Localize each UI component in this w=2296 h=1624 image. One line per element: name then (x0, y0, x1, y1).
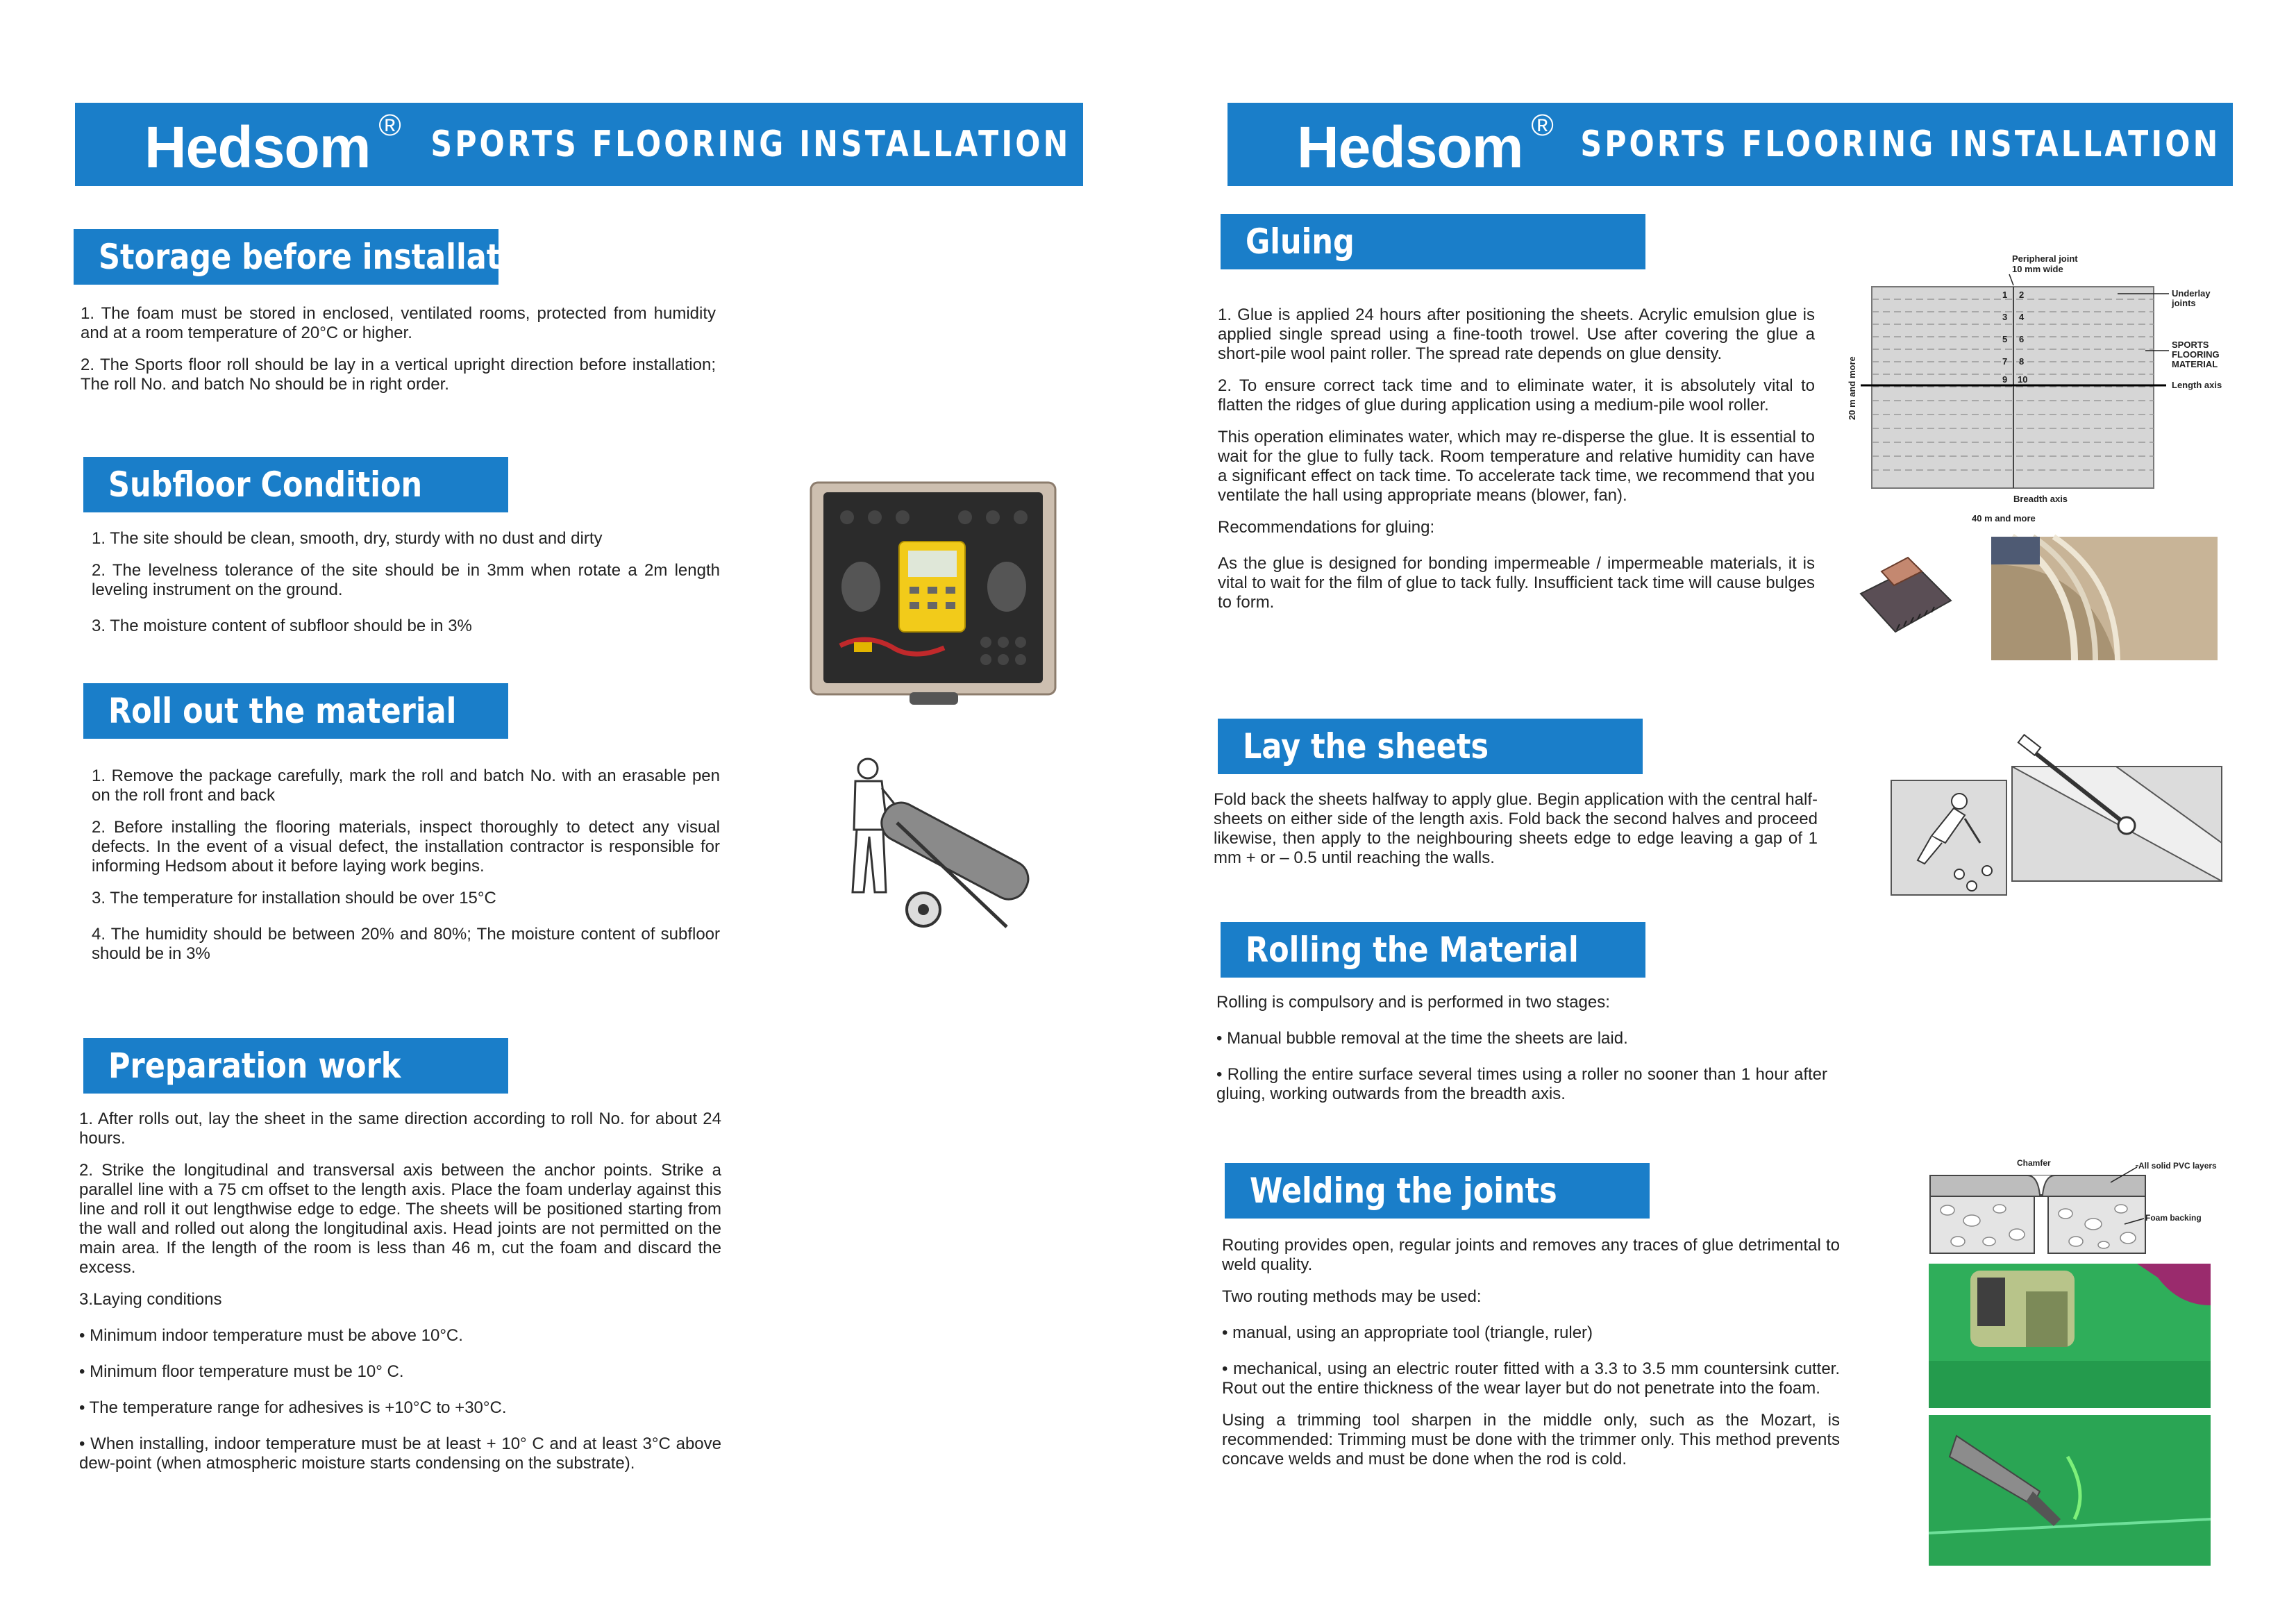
welding-p2: Two routing methods may be used: (1222, 1287, 1482, 1306)
section-welding-heading: Welding the joints (1225, 1163, 1650, 1219)
preparation-b4: • When installing, indoor temperature must be at least + 10° C and at least 3°C above dew-point (when atmospheric moisture starts condensing on the substrate). (79, 1434, 721, 1473)
moisture-meter-case-image (805, 476, 1062, 708)
section-storage-heading: Storage before installation (74, 229, 498, 285)
section-preparation-heading: Preparation work (83, 1038, 508, 1094)
roller-pressing-illustration (2012, 739, 2224, 885)
preparation-b1: • Minimum indoor temperature must be above 10°C. (79, 1326, 463, 1345)
preparation-b2: • Minimum floor temperature must be 10° C. (79, 1362, 404, 1381)
layout-num-10: 10 (2018, 374, 2028, 385)
section-rolling-heading: Rolling the Material (1221, 922, 1645, 978)
notched-trowel-image (1854, 552, 1958, 639)
peripheral-joint-label: Peripheral joint (2012, 253, 2078, 264)
brand-logo (144, 108, 401, 180)
registered-mark: ® (378, 108, 401, 142)
storage-text (81, 304, 716, 407)
rollout-p4: 4. The humidity should be between 20% and 80%; The moisture content of subfloor should be in 3% (92, 925, 720, 963)
brand-name-right: Hedsom (1297, 115, 1523, 180)
banner-title: SPORTS FLOORING INSTALLATION (430, 124, 1071, 165)
preparation-p3: 3.Laying conditions (79, 1290, 222, 1309)
storage-p1: 1. The foam must be stored in enclosed, ventilated rooms, protected from humidity and at a room temperature of 20°C or higher. (81, 304, 716, 342)
brand-logo-right (1297, 108, 1554, 180)
glue-spread-photo (1991, 537, 2218, 660)
layout-num-7: 7 (2002, 356, 2008, 367)
banner-title-right: SPORTS FLOORING INSTALLATION (1579, 124, 2220, 165)
layout-num-6: 6 (2019, 334, 2025, 344)
layout-num-5: 5 (2002, 334, 2008, 344)
rolling-b2: • Rolling the entire surface several times using a roller no sooner than 1 hour after gluing, working outwards from the breadth axis. (1216, 1065, 1827, 1103)
section-gluing-heading: Gluing (1221, 214, 1645, 269)
section-rollout-heading: Roll out the material (83, 683, 508, 739)
preparation-p2: 2. Strike the longitudinal and transversal axis between the anchor points. Strike a parallel line with a 75 cm offset to the length axis. Place the foam underlay against this line and roll it out lengthwise edge to edge. The sheets will be positioned starting from the wall and rolled out along the longitudinal axis. Head joints are not permitted on the main area. If the length of the room is less than 46 m, cut the foam and discard the excess. (79, 1161, 721, 1277)
width-dimension-label: 40 m and more (1972, 513, 2036, 524)
welding-b1: • manual, using an appropriate tool (triangle, ruler) (1222, 1323, 1593, 1342)
left-banner (75, 103, 1083, 186)
welding-p3: Using a trimming tool sharpen in the middle only, such as the Mozart, is recommended: Trimming must be done with the trimmer only. This method prevents concave welds and must be done when the rod is cold. (1222, 1411, 1840, 1468)
subfloor-p3: 3. The moisture content of subfloor should be in 3% (92, 617, 472, 635)
rollout-p1: 1. Remove the package carefully, mark the roll and batch No. with an erasable pen on the roll front and back (92, 767, 720, 805)
gluing-p2: 2. To ensure correct tack time and to eliminate water, it is absolutely vital to flatten the ridges of glue during application using a medium-pile wool roller. (1218, 376, 1815, 415)
subfloor-p2: 2. The levelness tolerance of the site should be in 3mm when rotate a 2m length leveling instrument on the ground. (92, 561, 720, 599)
laying-sheets-illustration (1890, 739, 2008, 898)
registered-mark-right: ® (1531, 108, 1554, 142)
material-label: MATERIAL (2172, 359, 2218, 369)
layout-num-8: 8 (2019, 356, 2025, 367)
rollout-p3: 3. The temperature for installation should be over 15°C (92, 889, 496, 907)
rolling-b1: • Manual bubble removal at the time the sheets are laid. (1216, 1029, 1628, 1048)
lay-text (1214, 790, 1818, 880)
subfloor-p1: 1. The site should be clean, smooth, dry, sturdy with no dust and dirty (92, 529, 603, 548)
length-axis-label: Length axis (2172, 380, 2222, 390)
peripheral-joint-width: 10 mm wide (2012, 264, 2063, 274)
gluing-p3: This operation eliminates water, which may re-disperse the glue. It is essential to wait for the glue to fully tack. Room temperature and relative humidity can have a significant effect on tack time. To accelerate tack time, we recommend that you ventilate the hall using appropriate means (blower, fan). (1218, 428, 1815, 505)
sports-label: SPORTS (2172, 340, 2209, 350)
subfloor-text (92, 529, 720, 648)
storage-p2: 2. The Sports floor roll should be lay in a vertical upright direction before installation; The roll No. and batch No should be in right order. (81, 355, 716, 394)
router-grooving-photo (1929, 1264, 2211, 1408)
section-lay-heading: Lay the sheets (1218, 719, 1643, 774)
rollout-p2: 2. Before installing the flooring materials, inspect thoroughly to detect any visual defects. In the event of a visual defect, the installation contractor is responsible for informing Hedsom about it before laying work begins. (92, 818, 720, 876)
rollout-text (92, 767, 720, 976)
chamfer-label: Chamfer (2017, 1158, 2051, 1168)
hot-air-welding-photo (1929, 1415, 2211, 1566)
underlay-joints-label: joints (2172, 298, 2196, 308)
gluing-text (1218, 305, 1815, 625)
gluing-p1: 1. Glue is applied 24 hours after positioning the sheets. Acrylic emulsion glue is applied single spread using a fine-tooth trowel. Use after covering the glue a short-pile wool paint roller. The spread rate depends on glue density. (1218, 305, 1815, 363)
layout-num-1: 1 (2002, 290, 2008, 300)
section-subfloor-heading: Subfloor Condition (83, 457, 508, 512)
preparation-text (79, 1110, 721, 1486)
sheet-layout-diagram (1840, 246, 2229, 531)
welding-p1: Routing provides open, regular joints and removes any traces of glue detrimental to weld quality. (1222, 1236, 1840, 1274)
flooring-label: FLOORING (2172, 349, 2220, 360)
layout-num-2: 2 (2019, 290, 2025, 300)
gluing-p5: As the glue is designed for bonding impermeable / impermeable materials, it is vital to wait for the film of glue to tack fully. Insufficient tack time will cause bulges to form. (1218, 554, 1815, 612)
right-banner (1227, 103, 2233, 186)
rolling-text (1216, 993, 1827, 1116)
layout-num-9: 9 (2002, 374, 2008, 385)
brand-name: Hedsom (144, 115, 371, 180)
pvc-layers-label: All solid PVC layers (2138, 1161, 2217, 1171)
layout-num-3: 3 (2002, 312, 2008, 322)
layout-num-4: 4 (2019, 312, 2025, 322)
height-dimension-label: 20 m and more (1847, 356, 1857, 420)
gluing-p4: Recommendations for gluing: (1218, 518, 1435, 537)
preparation-p1: 1. After rolls out, lay the sheet in the same direction according to roll No. for about 24 hours. (79, 1110, 721, 1148)
welding-text (1222, 1236, 1840, 1482)
underlay-label: Underlay (2172, 288, 2211, 299)
breadth-axis-label: Breadth axis (2013, 494, 2068, 504)
joint-chamfer-diagram (1930, 1155, 2222, 1259)
rolling-p1: Rolling is compulsory and is performed in two stages: (1216, 993, 1610, 1012)
lay-p1: Fold back the sheets halfway to apply glue. Begin application with the central half-sheets on either side of the length axis. Fold back the second halves and proceed likewise, then apply to the neighbouring sheets edge to edge leaving a gap of 1 mm + or – 0.5 until reaching the walls. (1214, 790, 1818, 867)
foam-backing-label: Foam backing (2145, 1213, 2202, 1223)
hand-truck-worker-image (833, 753, 1041, 941)
welding-b2: • mechanical, using an electric router fitted with a 3.3 to 3.5 mm countersink cutter. Rout out the entire thickness of the wear layer but do not penetrate into the foam. (1222, 1359, 1840, 1398)
preparation-b3: • The temperature range for adhesives is +10°C to +30°C. (79, 1398, 507, 1417)
